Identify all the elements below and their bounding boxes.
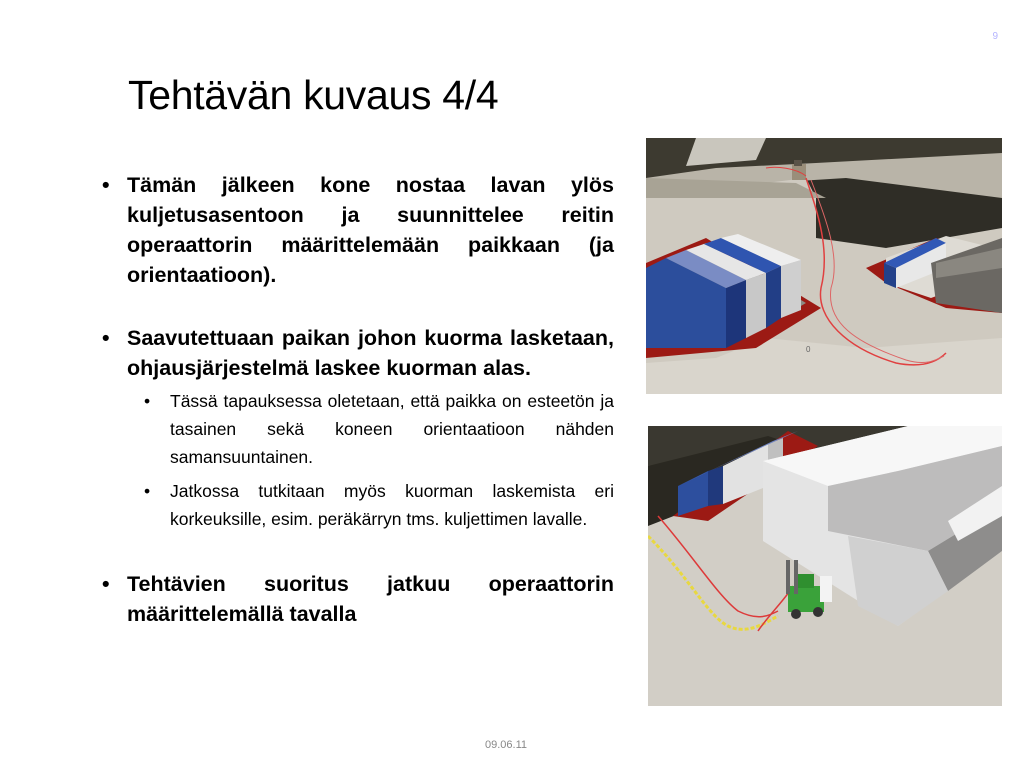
bullet-marker: • [144, 481, 151, 501]
sub-bullet-text: Tässä tapauksessa oletetaan, että paikka on esteetön ja tasainen sekä koneen orientaatioon nähden samansuuntainen. [170, 391, 614, 467]
bullet-marker: • [102, 572, 110, 596]
bullet-list [100, 170, 614, 629]
sub-bullet-text: Jatkossa tutkitaan myös kuorman laskemista eri korkeuksille, esim. peräkärryn tms. kuljettimen lavalle. [170, 481, 614, 529]
footer-date: 09.06.11 [484, 739, 527, 751]
bullet-marker: • [102, 173, 110, 197]
bullet-text: Tämän jälkeen kone nostaa lavan ylös kuljetusasentoon ja suunnittelee reitin operaattorin määrittelemään paikkaan (ja orientaatioon). [127, 173, 614, 287]
slide-number: 9 [992, 31, 998, 42]
sub-bullet-item-2 [127, 477, 614, 533]
bullet-marker: • [144, 391, 151, 411]
bullet-marker: • [102, 326, 110, 350]
photo-label: 0 [806, 345, 811, 354]
bullet-text: Saavutettuaan paikan johon kuorma lasketaan, ohjausjärjestelmä laskee kuorman alas. [127, 326, 614, 380]
bullet-item-3 [100, 569, 614, 629]
slide-title: Tehtävän kuvaus 4/4 [128, 72, 499, 118]
bullet-text: Tehtävien suoritus jatkuu operaattorin määrittelemällä tavalla [127, 572, 614, 626]
bullet-item-2 [100, 323, 614, 383]
simulation-image-load-placement [648, 426, 1002, 706]
bullet-item-1 [100, 170, 614, 290]
sub-bullet-item-1 [127, 387, 614, 471]
simulation-image-route-planning [646, 138, 1002, 394]
